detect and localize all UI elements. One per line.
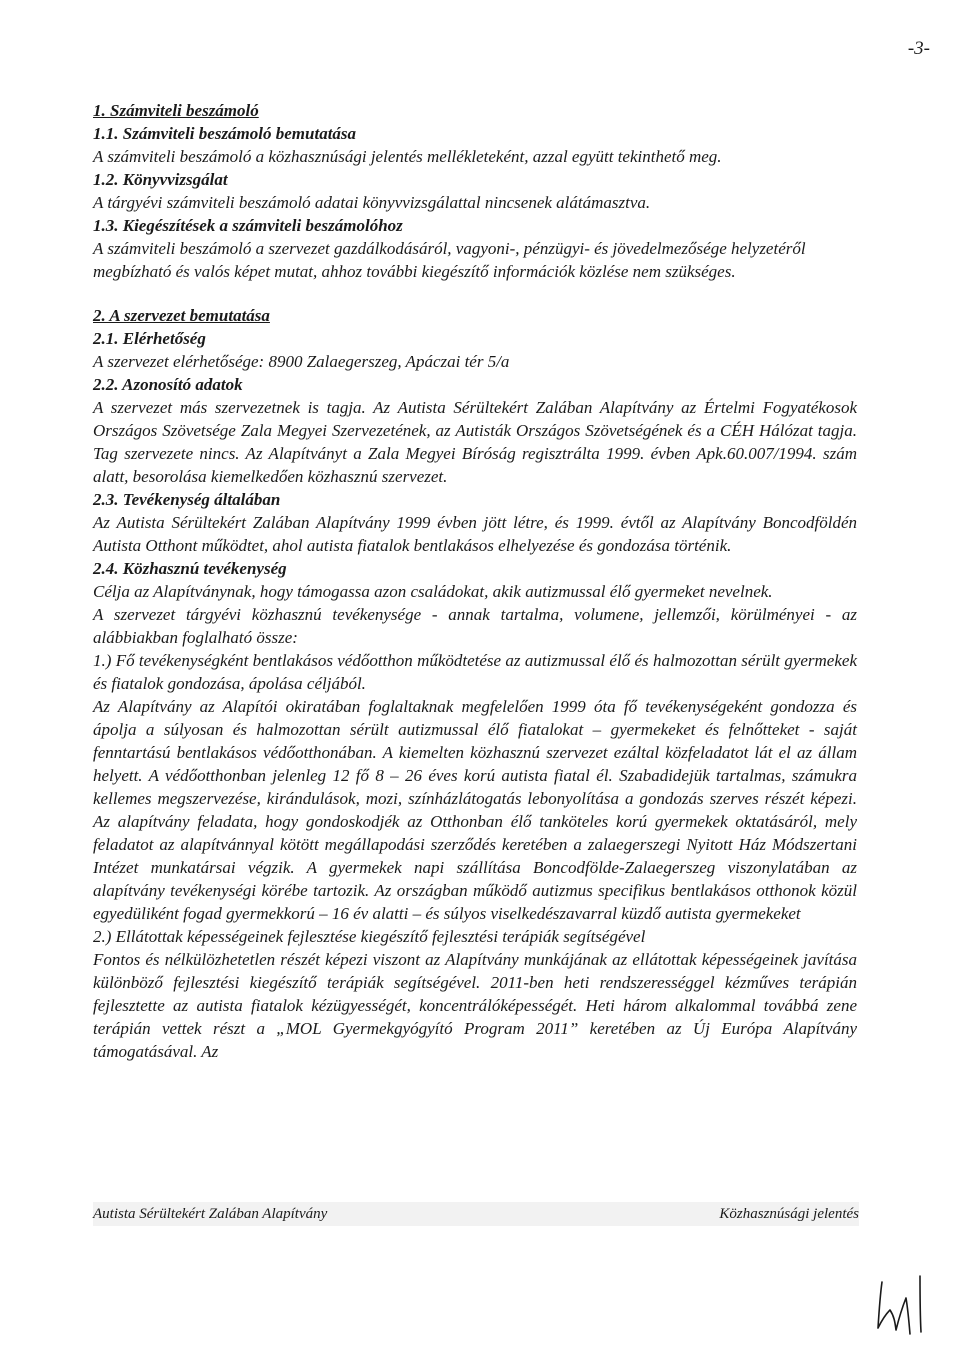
section-text-2-4-item-2: 2.) Ellátottak képességeinek fejlesztése kiegészítő fejlesztési terápiák segítségével	[93, 927, 646, 946]
section-heading-1: 1. Számviteli beszámoló	[93, 101, 259, 120]
section-heading-2-4: 2.4. Közhasznú tevékenység	[93, 559, 287, 578]
page-footer	[93, 1202, 859, 1226]
document-body	[93, 99, 857, 1063]
section-text-2-4-summary: A szervezet tárgyévi közhasznú tevékenysége - annak tartalma, volumene, jellemzői, körülményei - az alábbiakban foglalható össze:	[93, 605, 857, 647]
section-heading-1-3: 1.3. Kiegészítések a számviteli beszámolóhoz	[93, 216, 403, 235]
section-heading-2-1: 2.1. Elérhetőség	[93, 329, 206, 348]
section-text-2-4-details: Az Alapítvány az Alapítói okiratában foglaltaknak megfelelően 1999 óta fő tevékenységeként gondozza és ápolja a súlyosan és halmozottan sérült autizmussal élő fiatalokat – gyermekeket és felnőtteket - saját fenntartású bentlakásos védőotthonában. A kiemelten közhasznú szervezet ezáltal közfeladatot lát el az állam helyett. A védőotthonban jelenleg 12 fő 8 – 26 éves korú autista fiatal él. Szabadidejük tartalmas, számukra kellemes megszervezése, kirándulások, mozi, színházlátogatás lebonyolítása a gondozás szerves részét képezi. Az alapítvány feladata, hogy gondoskodjék az Otthonban élő tanköteles korú gyermekek oktatásáról, mely feladatot az alapítvánnyal kötött megállapodási szerződés keretében a zalaegerszegi Nyitott Ház Módszertani Intézet munkatársai végzik. A gyermekek napi szállítása Boncodfölde-Zalaegerszeg viszonylatában az alapítvány tevékenységi körébe tartozik. Az országban működő autizmus specifikus bentlakásos otthonok közül egyedüliként fogad gyermekkorú – 16 év alatti – és súlyos viselkedészavarral küzdő autista gyermekeket	[93, 697, 857, 923]
footer-organization: Autista Sérültekért Zalában Alapítvány	[93, 1205, 328, 1222]
section-heading-1-1: 1.1. Számviteli beszámoló bemutatása	[93, 124, 357, 143]
section-heading-2: 2. A szervezet bemutatása	[93, 306, 270, 325]
section-text-2-2: A szervezet más szervezetnek is tagja. Az Autista Sérültekért Zalában Alapítvány az Értelmi Fogyatékosok Országos Szövetsége Zala Megyei Szervezetének, az Autisták Országos Szövetségének és a CÉH Hálózat tagja. Tag szervezete nincs. Az Alapítványt a Zala Megyei Bíróság regisztrálta 1999. évben Apk.60.007/1994. szám alatt, besorolása kiemelkedően közhasznú szervezet.	[93, 398, 857, 486]
section-text-2-3: Az Autista Sérültekért Zalában Alapítvány 1999 évben jött létre, és 1999. évtől az Alapítvány Boncodföldén Autista Otthont működtet, ahol autista fiatalok bentlakásos elhelyezése és gondozása történik.	[93, 513, 857, 555]
paragraph-spacer	[93, 283, 857, 304]
section-text-1-2: A tárgyévi számviteli beszámoló adatai könyvvizsgálattal nincsenek alátámasztva.	[93, 193, 651, 212]
section-heading-2-2: 2.2. Azonosító adatok	[93, 375, 243, 394]
section-text-2-4-therapy: Fontos és nélkülözhetetlen részét képezi viszont az Alapítvány munkájának az ellátottak képességeinek javítása különböző fejlesztési kiegészítő terápiák segítségével. 2011-ben heti rendszerességgel kézműves terápián fejlesztette az autista fiatalok kézügyességét, koncentrálóképességét. Heti három alkalommal továbbá zene terápián vettek részt a „MOL Gyermekgyógyító Program 2011” keretében az Új Európa Alapítvány támogatásával. Az	[93, 950, 857, 1061]
section-heading-1-2: 1.2. Könyvvizsgálat	[93, 170, 228, 189]
section-text-2-1: A szervezet elérhetősége: 8900 Zalaegerszeg, Apáczai tér 5/a	[93, 352, 510, 371]
handwritten-signature-icon	[868, 1262, 948, 1342]
section-text-2-4-goal: Célja az Alapítványnak, hogy támogassa azon családokat, akik autizmussal élő gyermeket nevelnek.	[93, 582, 773, 601]
section-text-1-3: A számviteli beszámoló a szervezet gazdálkodásáról, vagyoni-, pénzügyi- és jövedelmezősége helyzetéről megbízható és valós képet mutat, ahhoz további kiegészítő információk közlése nem szükséges.	[93, 239, 806, 281]
section-text-2-4-item-1: 1.) Fő tevékenységként bentlakásos védőotthon működtetése az autizmussal élő és halmozottan sérült gyermekek és fiatalok gondozása, ápolása céljából.	[93, 651, 857, 693]
section-heading-2-3: 2.3. Tevékenység általában	[93, 490, 281, 509]
page-number: -3-	[907, 38, 930, 59]
section-text-1-1: A számviteli beszámoló a közhasznúsági jelentés mellékleteként, azzal együtt tekinthető meg.	[93, 147, 722, 166]
footer-report-type: Közhasznúsági jelentés	[719, 1205, 859, 1222]
